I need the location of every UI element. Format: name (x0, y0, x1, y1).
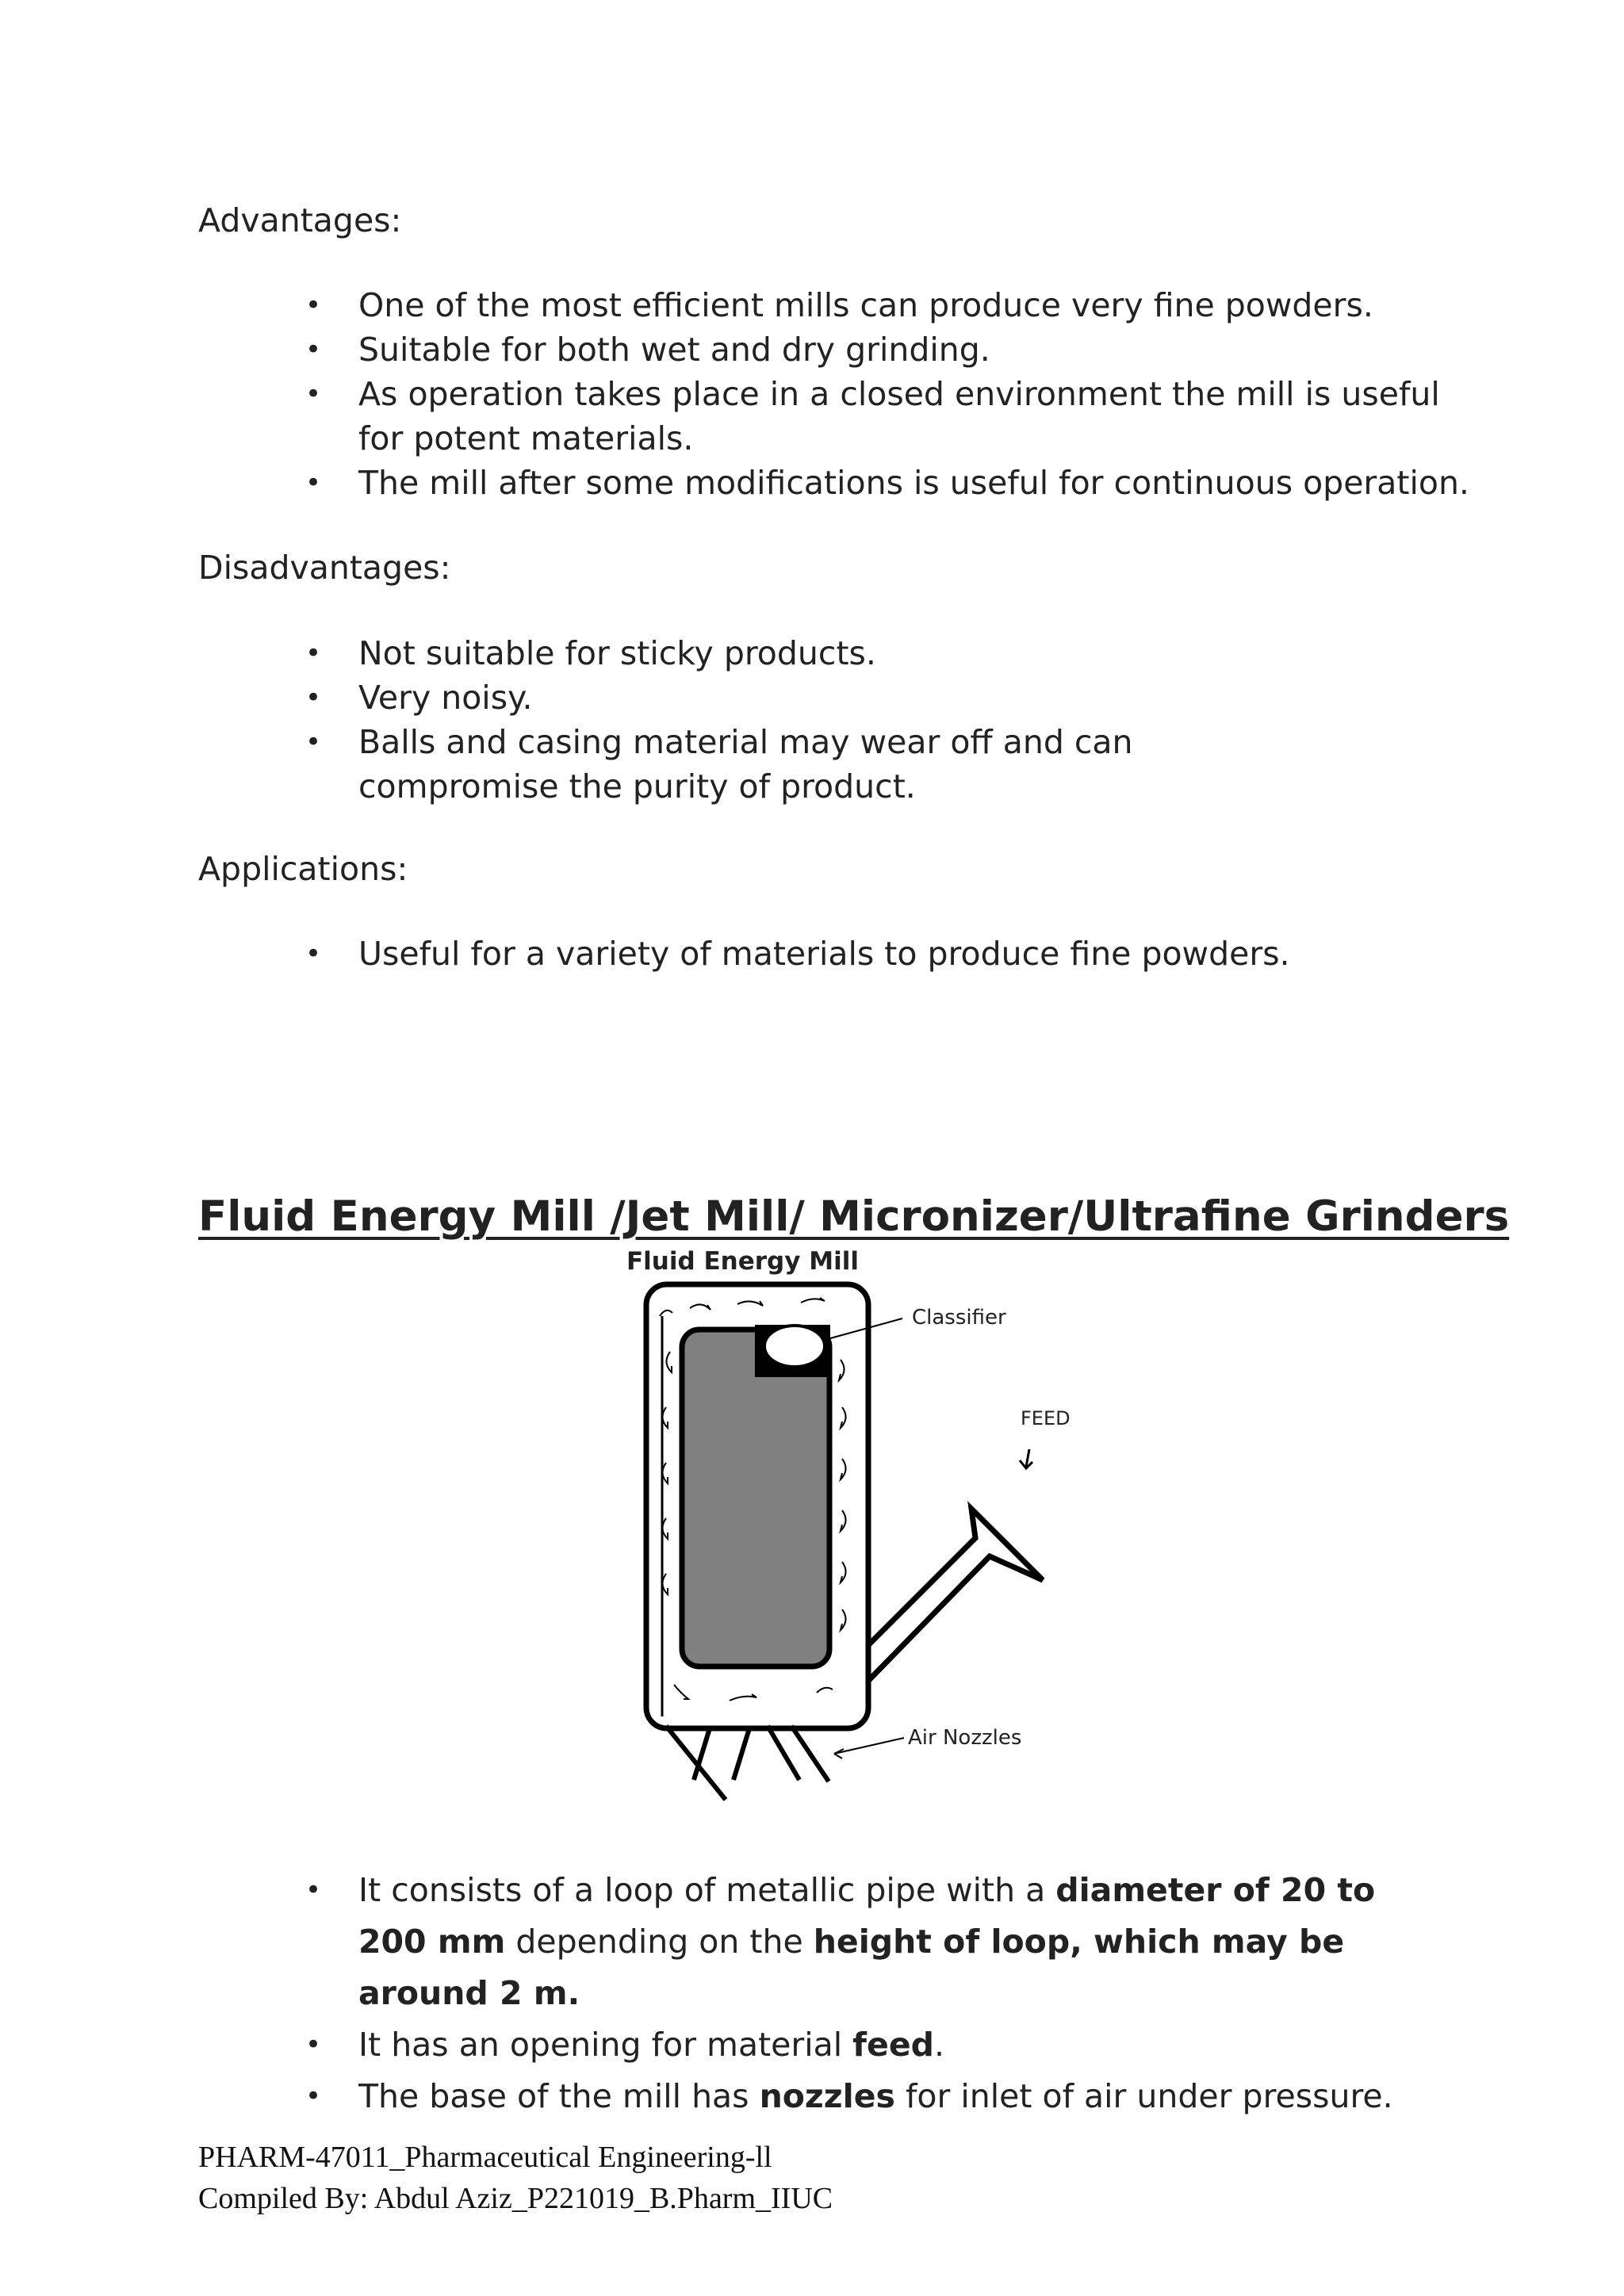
grinding-chamber (682, 1330, 829, 1667)
list-item: • The base of the mill has nozzles for inlet of air under pressure. (198, 2071, 1483, 2122)
list-item: • One of the most efficient mills can produce very fine powders. (198, 283, 1483, 327)
description-list (198, 1865, 1483, 2122)
section-title: Fluid Energy Mill /Jet Mill/ Micronizer/Ultrafine Grinders (198, 1192, 1510, 1241)
list-item: • Not suitable for sticky products. (198, 631, 1483, 675)
feed-pipe (868, 1509, 1043, 1681)
figure-title: Fluid Energy Mill (626, 1247, 859, 1276)
advantages-list (198, 283, 1483, 505)
disadvantages-list (198, 631, 1483, 809)
classifier-leader (825, 1318, 902, 1340)
feed-label: FEED (1021, 1407, 1071, 1429)
nozzle-leader (834, 1738, 904, 1754)
page-footer (198, 2137, 833, 2219)
classifier-label: Classifier (912, 1306, 1006, 1330)
applications-heading: Applications: (198, 850, 408, 888)
list-item: • Useful for a variety of materials to produce fine powders. (198, 932, 1483, 976)
disadvantages-heading: Disadvantages: (198, 549, 451, 587)
list-item: • It consists of a loop of metallic pipe with a diameter of 20 to 200 mm depending on the height of loop, which may be around 2 m. (198, 1865, 1483, 2019)
classifier (764, 1326, 825, 1367)
air-nozzle (733, 1728, 749, 1780)
advantages-heading: Advantages: (198, 201, 402, 239)
list-item: • It has an opening for material feed. (198, 2019, 1483, 2071)
list-item: • Suitable for both wet and dry grinding. (198, 327, 1483, 372)
list-item: • As operation takes place in a closed environment the mill is useful for potent materials. (198, 372, 1483, 461)
air-nozzle (666, 1726, 726, 1800)
list-item: • Balls and casing material may wear off and can compromise the purity of product. (198, 720, 1483, 809)
fluid-energy-mill-diagram (587, 1241, 1078, 1812)
footer-course: PHARM-47011_Pharmaceutical Engineering-ll (198, 2141, 772, 2174)
footer-compiler: Compiled By: Abdul Aziz_P221019_B.Pharm_IIUC (198, 2182, 833, 2215)
applications-list (198, 932, 1483, 976)
nozzle-leader-arrow-icon (834, 1749, 844, 1758)
list-item: • Very noisy. (198, 675, 1483, 720)
air-nozzles-label: Air Nozzles (908, 1726, 1022, 1750)
feed-arrow-icon (1020, 1449, 1032, 1468)
list-item: • The mill after some modifications is useful for continuous operation. (198, 461, 1483, 505)
